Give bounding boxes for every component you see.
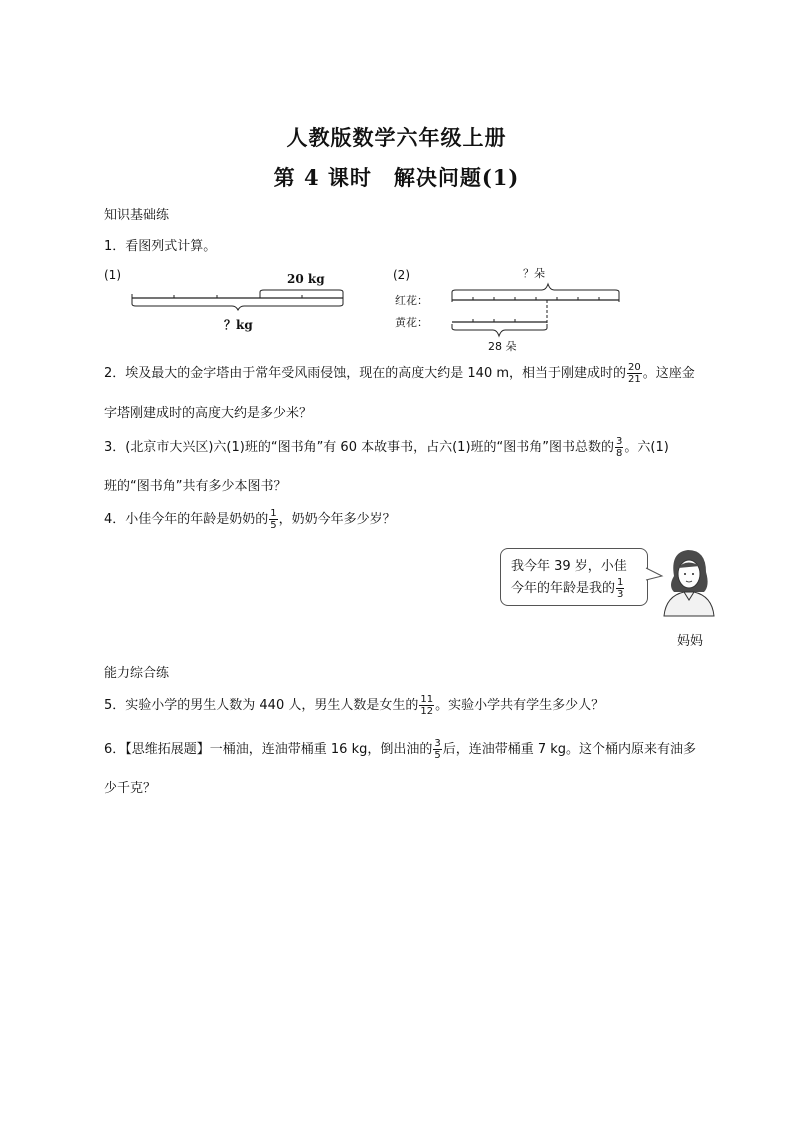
question-2-fraction bbox=[627, 362, 642, 385]
fraction-numerator: 3 bbox=[434, 738, 441, 749]
diagram-1-label: (1) bbox=[104, 268, 121, 282]
question-2-text: 2．埃及最大的金字塔由于常年受风雨侵蚀，现在的高度大约是 140 m，相当于刚建成时的 bbox=[104, 366, 627, 381]
diagram-2-row-yellow: 黄花： bbox=[395, 316, 428, 329]
question-3-text: 3．(北京市大兴区)六(1)班的“图书角”有 60 本故事书，占六(1)班的“图书角”图书总数的 bbox=[104, 440, 614, 455]
mother-illustration bbox=[640, 546, 720, 618]
question-1-stem: 1．看图列式计算。 bbox=[104, 239, 217, 254]
question-6-text: 6．【思维拓展题】一桶油，连油带桶重 16 kg，倒出油的 bbox=[104, 742, 433, 757]
diagram-2-bottom-label: 28 朵 bbox=[488, 340, 517, 353]
fraction-numerator: 1 bbox=[617, 577, 624, 588]
question-4-text-end: ，奶奶今年多少岁？ bbox=[278, 512, 396, 527]
question-3-fraction bbox=[615, 436, 623, 459]
mother-eye-icon bbox=[684, 573, 686, 575]
diagram-1-bottom-label: ？kg bbox=[224, 318, 253, 332]
speech-bubble-line-1: 我今年 39 岁，小佳 bbox=[511, 559, 627, 574]
section-heading-basic: 知识基础练 bbox=[104, 208, 170, 223]
section-heading-advanced: 能力综合练 bbox=[104, 666, 170, 681]
diagram-2-top-label: ？朵 bbox=[523, 267, 545, 280]
mother-caption: 妈妈 bbox=[677, 634, 704, 649]
question-6-line-1 bbox=[104, 738, 696, 761]
mother-eye-icon bbox=[692, 573, 694, 575]
fraction-denominator: 3 bbox=[617, 589, 624, 600]
question-6-fraction bbox=[433, 738, 441, 761]
question-3-line-2: 班的“图书角”共有多少本图书？ bbox=[104, 479, 287, 494]
diagram-1 bbox=[104, 266, 354, 336]
question-2-line-1 bbox=[104, 362, 695, 385]
fraction-denominator: 5 bbox=[434, 750, 441, 761]
fraction-denominator: 5 bbox=[270, 520, 277, 531]
mother-body-icon bbox=[664, 592, 714, 616]
fraction-denominator: 21 bbox=[628, 374, 641, 385]
diagram-2-row-red: 红花： bbox=[395, 294, 428, 307]
speech-bubble bbox=[500, 548, 648, 606]
question-3-line-1 bbox=[104, 436, 669, 459]
question-5-text: 5．实验小学的男生人数为 440 人，男生人数是女生的 bbox=[104, 698, 419, 713]
question-6-line-2: 少千克？ bbox=[104, 781, 157, 796]
question-6-text-end: 后，连油带桶重 7 kg。这个桶内原来有油多 bbox=[442, 742, 697, 757]
diagram-1-bottom-brace bbox=[132, 302, 343, 310]
speech-bubble-tail bbox=[646, 568, 662, 580]
speech-bubble-line-2 bbox=[511, 577, 625, 600]
diagram-2-label: (2) bbox=[393, 268, 410, 282]
diagram-1-top-label: 20 kg bbox=[287, 272, 325, 286]
tail-cover bbox=[644, 569, 647, 579]
fraction-numerator: 20 bbox=[628, 362, 641, 373]
page-title: 人教版数学六年级上册 bbox=[286, 125, 507, 150]
question-3-text-end: 。六(1) bbox=[624, 440, 669, 455]
speech-bubble-text: 今年的年龄是我的 bbox=[511, 581, 616, 596]
fraction-numerator: 1 bbox=[270, 508, 277, 519]
question-4-line-1 bbox=[104, 508, 396, 531]
question-5-text-end: 。实验小学共有学生多少人？ bbox=[435, 698, 605, 713]
question-5-fraction bbox=[419, 694, 434, 717]
question-2-line-2: 字塔刚建成时的高度大约是多少米？ bbox=[104, 406, 313, 421]
diagram-2 bbox=[393, 262, 633, 357]
speech-bubble-fraction bbox=[616, 577, 624, 600]
question-4-text: 4．小佳今年的年龄是奶奶的 bbox=[104, 512, 269, 527]
question-4-fraction bbox=[269, 508, 277, 531]
fraction-numerator: 3 bbox=[616, 436, 623, 447]
fraction-denominator: 8 bbox=[616, 448, 623, 459]
lesson-subtitle: 第 4 课时 解决问题(1) bbox=[273, 165, 520, 190]
question-2-text-end: 。这座金 bbox=[642, 366, 695, 381]
question-5-line-1 bbox=[104, 694, 604, 717]
diagram-2-bottom-brace bbox=[452, 324, 547, 336]
fraction-numerator: 11 bbox=[420, 694, 434, 705]
fraction-denominator: 12 bbox=[420, 706, 434, 717]
